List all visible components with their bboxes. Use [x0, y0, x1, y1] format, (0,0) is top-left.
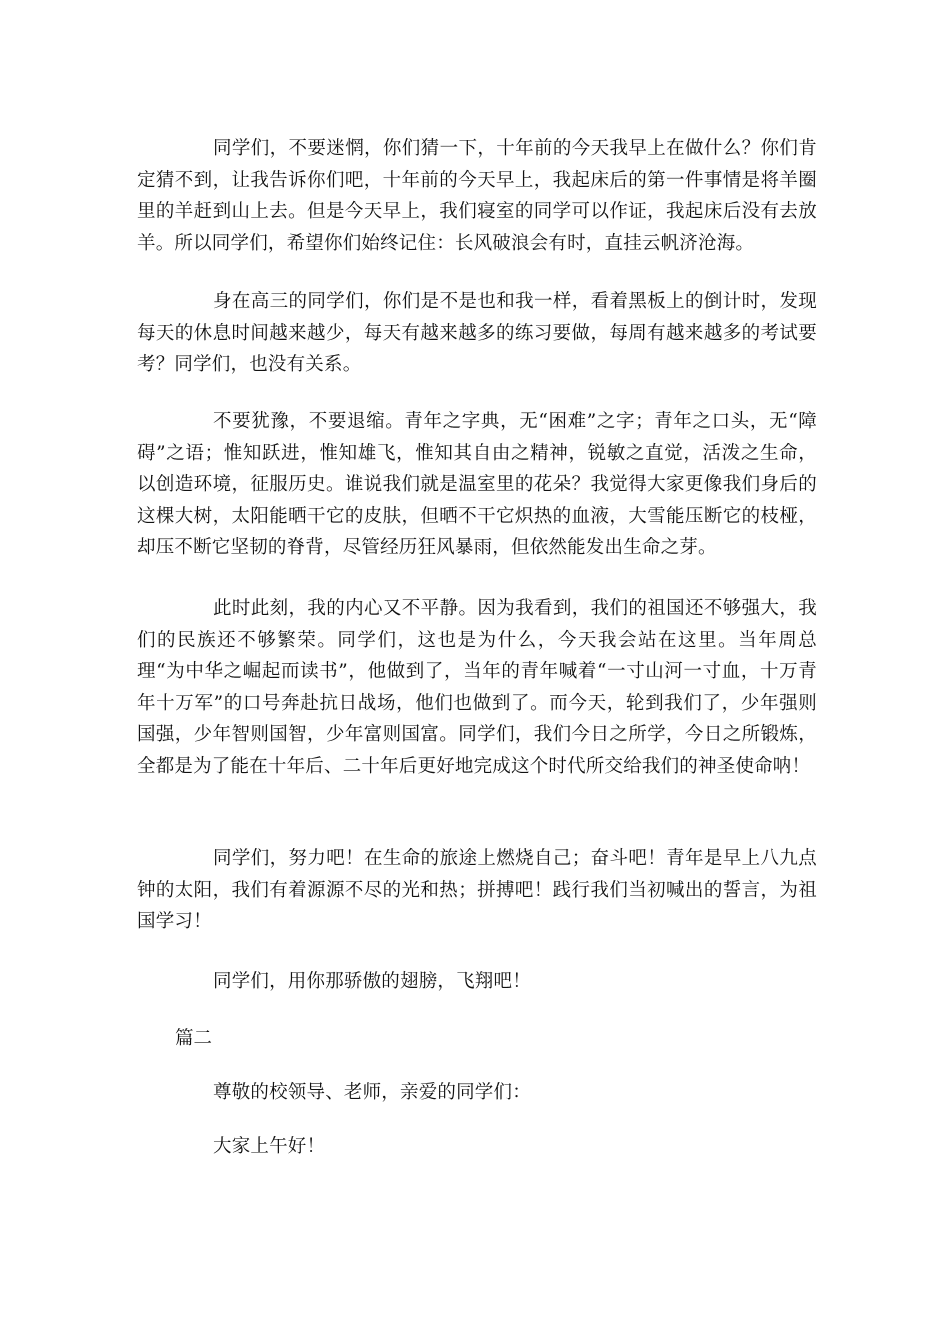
salutation: 尊敬的校领导、老师，亲爱的同学们：	[213, 1082, 531, 1103]
paragraph-5: 同学们，努力吧！在生命的旅途上燃烧自己；奋斗吧！青年是早上八九点钟的太阳，我们有着源源不尽的光和热；拼搏吧！践行我们当初喊出的誓言，为祖国学习！	[137, 848, 817, 932]
greeting: 大家上午好！	[213, 1136, 326, 1157]
paragraph-3: 不要犹豫，不要退缩。青年之字典，无“困难”之字；青年之口头，无“障碍”之语；惟知跃进，惟知雄飞，惟知其自由之精神，锐敏之直觉，活泼之生命，以创造环境，征服历史。谁说我们就是温室里的花朵？我觉得大家更像我们身后的这棵大树，太阳能晒干它的皮肤，但晒不干它炽热的血液，大雪能压断它的枝桠，却压不断它坚韧的脊背，尽管经历狂风暴雨，但依然能发出生命之芽。	[137, 411, 817, 558]
paragraph-2: 身在高三的同学们，你们是不是也和我一样，看着黑板上的倒计时，发现每天的休息时间越来越少，每天有越来越多的练习要做，每周有越来越多的考试要考？同学们，也没有关系。	[137, 291, 817, 375]
paragraph-4: 此时此刻，我的内心又不平静。因为我看到，我们的祖国还不够强大，我们的民族还不够繁荣。同学们，这也是为什么，今天我会站在这里。当年周总理“为中华之崛起而读书”，他做到了，当年的青年喊着“一寸山河一寸血，十万青年十万军”的口号奔赴抗日战场，他们也做到了。而今天，轮到我们了，少年强则国强，少年智则国智，少年富则国富。同学们，我们今日之所学，今日之所锻炼，全都是为了能在十年后、二十年后更好地完成这个时代所交给我们的神圣使命呐！	[137, 598, 817, 777]
paragraph-6: 同学们，用你那骄傲的翅膀，飞翔吧！	[213, 971, 531, 992]
section-title: 篇二	[175, 1028, 213, 1049]
paragraph-1: 同学们，不要迷惘，你们猜一下，十年前的今天我早上在做什么？你们肯定猜不到，让我告诉你们吧，十年前的今天早上，我起床后的第一件事情是将羊圈里的羊赶到山上去。但是今天早上，我们寝室的同学可以作证，我起床后没有去放羊。所以同学们，希望你们始终记住：长风破浪会有时，直挂云帆济沧海。	[137, 138, 817, 254]
